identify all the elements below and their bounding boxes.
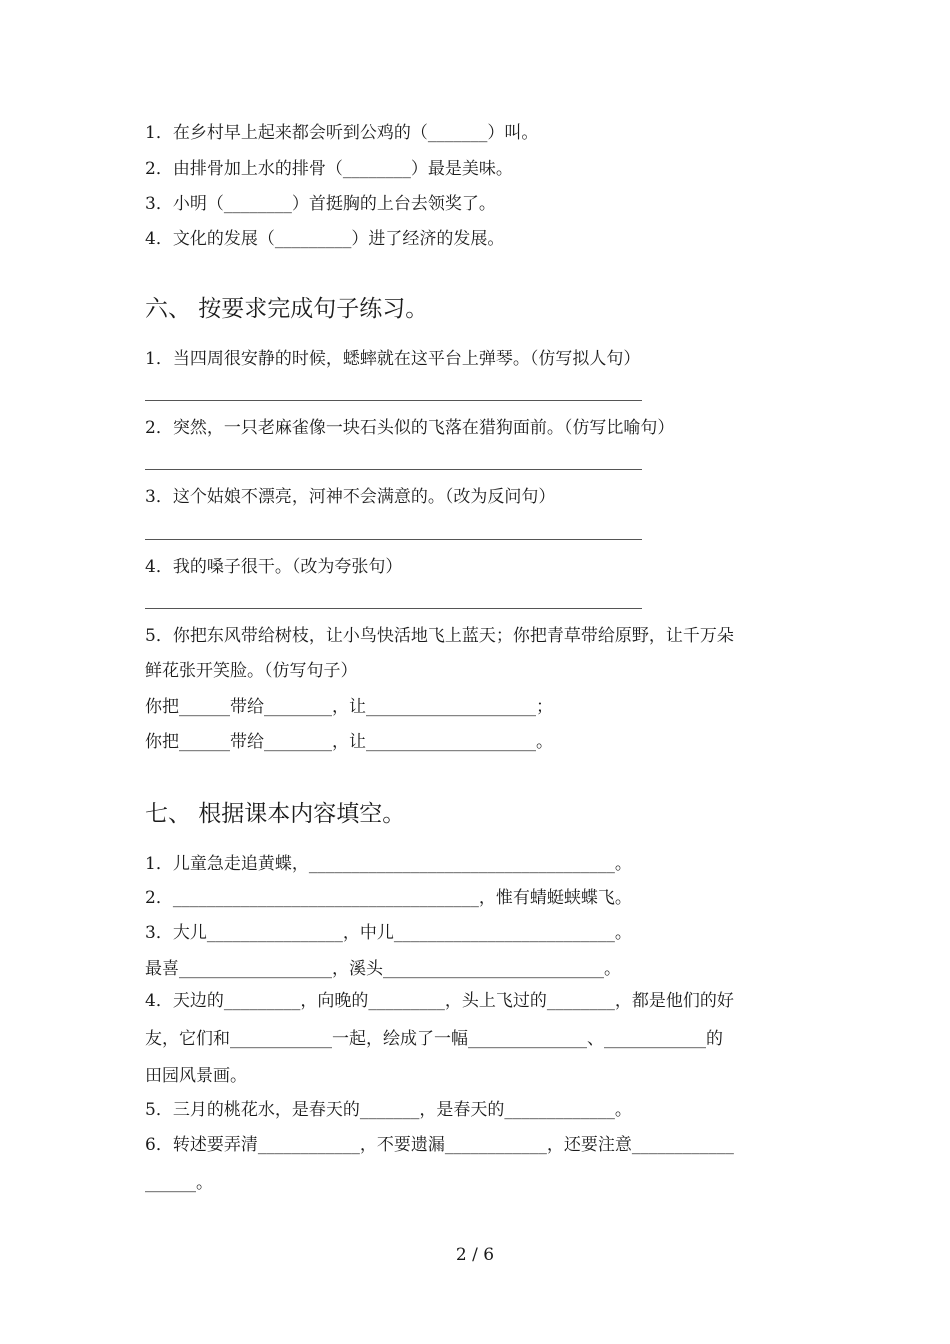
answer-line-6-2[interactable]	[145, 469, 642, 470]
recall-line-3: 3．大儿________________，中儿__________________________。	[145, 923, 632, 943]
fill-item-4: 4．文化的发展（_________）进了经济的发展。	[145, 229, 505, 249]
recall-line-6: 友，它们和____________一起，绘成了一幅______________、____________的	[145, 1029, 723, 1049]
fill-item-2: 2．由排骨加上水的排骨（________）最是美味。	[145, 159, 513, 179]
question-6-2: 2．突然，一只老麻雀像一块石头似的飞落在猎狗面前。（仿写比喻句）	[145, 418, 675, 438]
answer-line-6-1[interactable]	[145, 400, 642, 401]
fill-item-1: 1．在乡村早上起来都会听到公鸡的（_______）叫。	[145, 123, 539, 143]
recall-line-8: 5．三月的桃花水，是春天的_______，是春天的_____________。	[145, 1100, 632, 1120]
question-6-5-line-2: 鲜花张开笑脸。（仿写句子）	[145, 661, 358, 681]
recall-line-2: 2．____________________________________，惟有蜻蜓蛱蝶飞。	[145, 888, 632, 908]
question-6-1: 1．当四周很安静的时候，蟋蟀就在这平台上弹琴。（仿写拟人句）	[145, 349, 641, 369]
imitation-fill-1: 你把______带给________，让____________________；	[145, 697, 553, 717]
recall-line-9: 6．转述要弄清____________，不要遗漏____________，还要注意____________	[145, 1135, 734, 1155]
question-6-5-line-1: 5．你把东风带给树枝，让小鸟快活地飞上蓝天；你把青草带给原野，让千万朵	[145, 626, 734, 646]
page-number: 2 / 6	[455, 1245, 495, 1265]
recall-line-5: 4．天边的_________，向晚的_________，头上飞过的________，都是他们的好	[145, 991, 734, 1011]
question-6-4: 4．我的嗓子很干。（改为夸张句）	[145, 557, 403, 577]
section-7-title: 七、 根据课本内容填空。	[145, 801, 406, 827]
recall-line-4: 最喜__________________，溪头__________________________。	[145, 959, 621, 979]
fill-item-3: 3．小明（________）首挺胸的上台去领奖了。	[145, 194, 496, 214]
recall-line-1: 1．儿童急走追黄蝶，____________________________________。	[145, 854, 632, 874]
answer-line-6-3[interactable]	[145, 539, 642, 540]
recall-line-7: 田园风景画。	[145, 1066, 247, 1086]
imitation-fill-2: 你把______带给________，让____________________。	[145, 732, 553, 752]
answer-line-6-4[interactable]	[145, 608, 642, 609]
question-6-3: 3．这个姑娘不漂亮，河神不会满意的。（改为反问句）	[145, 487, 556, 507]
section-6-title: 六、 按要求完成句子练习。	[145, 296, 429, 322]
recall-line-10: ______。	[145, 1173, 213, 1193]
